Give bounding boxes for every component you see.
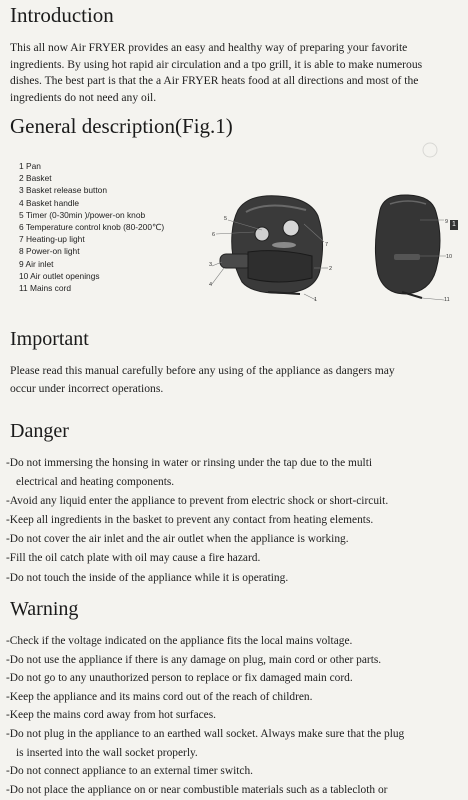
parts-list-item: 2 Basket [19, 173, 52, 184]
intro-line: ingredients. By using hot rapid air circulation and a tpo grill, it is able to make numerous [10, 57, 423, 71]
warning-item: -Do not go to any unauthorized person to replace or fix damaged main cord. [6, 672, 353, 685]
callout-label: 7 [325, 242, 329, 248]
introduction-heading: Introduction [10, 3, 114, 27]
callout-label: 11 [444, 297, 450, 302]
warning-item: -Do not use the appliance if there is any damage on plug, main cord or other parts. [6, 653, 382, 666]
callout-label: 10 [446, 254, 453, 260]
important-line: Please read this manual carefully before any using of the appliance as dangers may [10, 364, 395, 377]
parts-list-item: 8 Power-on light [19, 246, 80, 257]
callout-label: 3 [209, 262, 213, 268]
parts-list-item: 3 Basket release button [19, 185, 107, 196]
danger-item: -Do not immersing the honsing in water or rinsing under the tap due to the multi [6, 457, 373, 469]
danger-heading: Danger [10, 420, 69, 442]
callout-label: 6 [212, 232, 216, 238]
danger-item: -Keep all ingredients in the basket to prevent any contact from heating elements. [6, 514, 374, 527]
callout-label: 1 [314, 297, 318, 302]
parts-list [19, 160, 209, 294]
faint-stamp-mark [420, 140, 440, 160]
callout-label: 9 [445, 219, 449, 225]
parts-list-item: 10 Air outlet openings [19, 270, 100, 281]
air-fryer-front-view [220, 196, 323, 294]
warning-heading: Warning [10, 598, 79, 620]
parts-list-item: 9 Air inlet [19, 258, 54, 269]
danger-item-continuation: electrical and heating components. [16, 476, 175, 489]
warning-item: -Keep the appliance and its mains cord out of the reach of children. [6, 690, 313, 703]
parts-list-item: 4 Basket handle [19, 197, 80, 208]
parts-list-item: 1 Pan [19, 161, 41, 171]
danger-list [6, 454, 458, 588]
introduction-paragraph [10, 40, 456, 106]
warning-item: -Do not place the appliance on or near combustible materials such as a tablecloth or [6, 783, 388, 796]
danger-item: -Avoid any liquid enter the appliance to prevent from electric shock or short-circuit. [6, 495, 389, 508]
air-fryer-illustration [208, 190, 460, 302]
callout-label: 5 [224, 216, 228, 222]
callout-label: 2 [329, 266, 333, 272]
important-line: occur under incorrect operations. [10, 381, 164, 395]
warning-item: -Keep the mains cord away from hot surfaces. [6, 709, 217, 722]
danger-item: -Do not touch the inside of the appliance while it is operating. [6, 571, 289, 584]
parts-list-item: 11 Mains cord [19, 283, 71, 294]
air-fryer-back-view [375, 195, 440, 298]
warning-item: -Do not plug in the appliance to an earthed wall socket. Always make sure that the plug [6, 727, 405, 740]
warning-item: -Do not connect appliance to an external timer switch. [6, 765, 254, 778]
important-heading: Important [10, 328, 89, 350]
warning-item-continuation: is inserted into the wall socket properly. [16, 746, 198, 759]
warning-list [6, 632, 458, 799]
callout-label: 4 [209, 282, 213, 288]
parts-list-item: 6 Temperature control knob (80-200℃) [19, 222, 165, 233]
parts-list-item: 7 Heating-up light [19, 234, 85, 245]
parts-list-item: 5 Timer (0-30min )/power-on knob [19, 209, 146, 220]
danger-item: -Fill the oil catch plate with oil may cause a fire hazard. [6, 552, 261, 565]
figure-1-air-fryer [208, 190, 460, 302]
warning-item: -Check if the voltage indicated on the appliance fits the local mains voltage. [6, 635, 353, 647]
figure-number-badge: 1 [450, 220, 458, 230]
general-description-heading: General description(Fig.1) [10, 114, 233, 138]
intro-line: ingredients do not need any oil. [10, 90, 157, 104]
intro-line: dishes. The best part is that the a Air FRYER heats food at all directions and most of the [10, 74, 419, 87]
intro-line: This all now Air FRYER provides an easy and healthy way of preparing your favorite [10, 41, 408, 54]
important-paragraph [10, 362, 456, 397]
danger-item: -Do not cover the air inlet and the air outlet when the appliance is working. [6, 533, 349, 546]
